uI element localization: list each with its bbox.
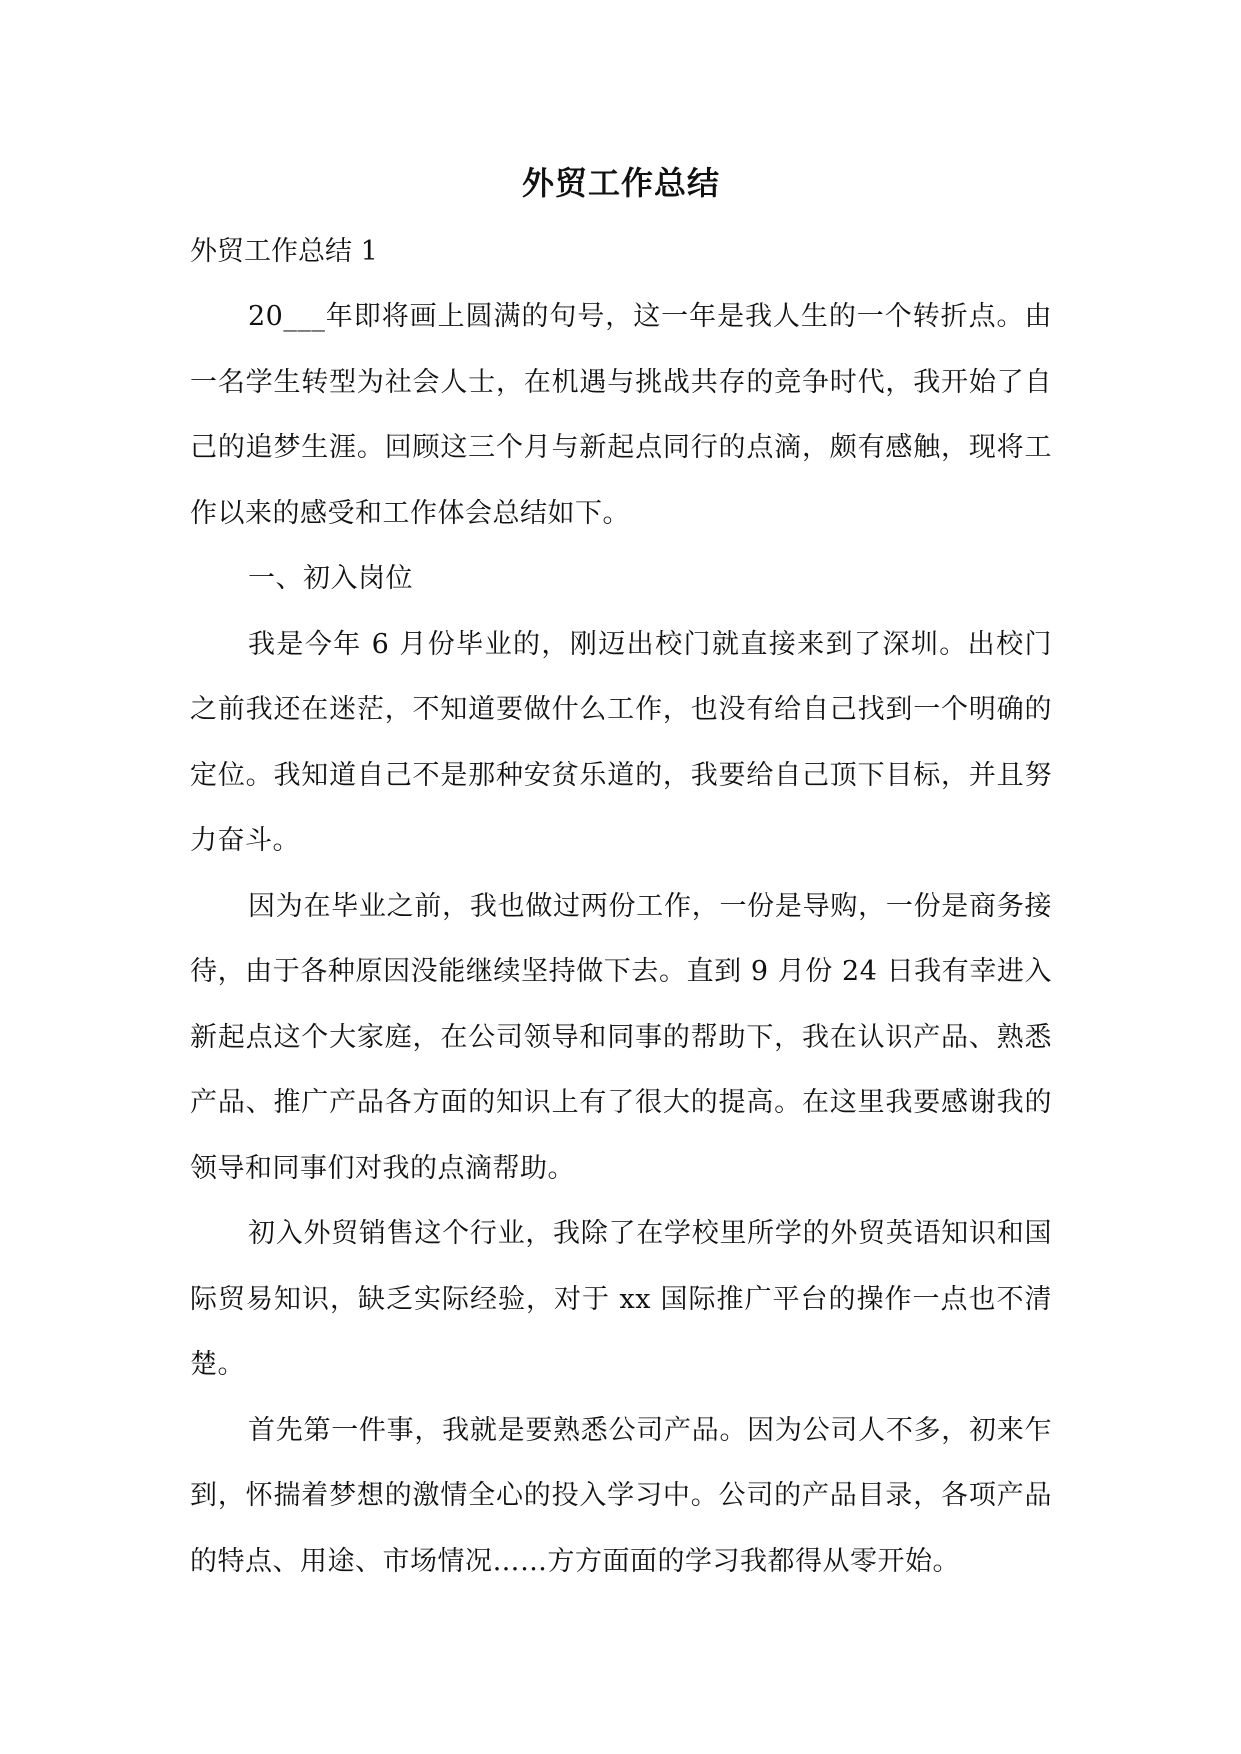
paragraph: 首先第一件事，我就是要熟悉公司产品。因为公司人不多，初来乍到，怀揣着梦想的激情全心的投入学习中。公司的产品目录，各项产品的特点、用途、市场情况……方方面面的学习我都得从零开始。	[190, 1414, 1052, 1577]
section-heading: 外贸工作总结 1	[190, 236, 378, 267]
document-body	[190, 155, 1052, 1594]
paragraph: 我是今年 6 月份毕业的，刚迈出校门就直接来到了深圳。出校门之前我还在迷茫，不知道要做什么工作，也没有给自己找到一个明确的定位。我知道自己不是那种安贫乐道的，我要给自己顶下目标，并且努力奋斗。	[190, 628, 1052, 856]
subsection-heading: 一、初入岗位	[248, 563, 413, 594]
paragraph: 初入外贸销售这个行业，我除了在学校里所学的外贸英语知识和国际贸易知识，缺乏实际经验，对于 xx 国际推广平台的操作一点也不清楚。	[190, 1218, 1052, 1380]
paragraph: 20___年即将画上圆满的句号，这一年是我人生的一个转折点。由一名学生转型为社会人士，在机遇与挑战共存的竞争时代，我开始了自己的追梦生涯。回顾这三个月与新起点同行的点滴，颇有感触，现将工作以来的感受和工作体会总结如下。	[190, 301, 1052, 529]
paragraph: 因为在毕业之前，我也做过两份工作，一份是导购，一份是商务接待，由于各种原因没能继续坚持做下去。直到 9 月份 24 日我有幸进入新起点这个大家庭，在公司领导和同事的帮助下，我在认识产品、熟悉产品、推广产品各方面的知识上有了很大的提高。在这里我要感谢我的领导和同事们对我的点滴帮助。	[190, 890, 1052, 1184]
document-title: 外贸工作总结	[521, 164, 720, 202]
